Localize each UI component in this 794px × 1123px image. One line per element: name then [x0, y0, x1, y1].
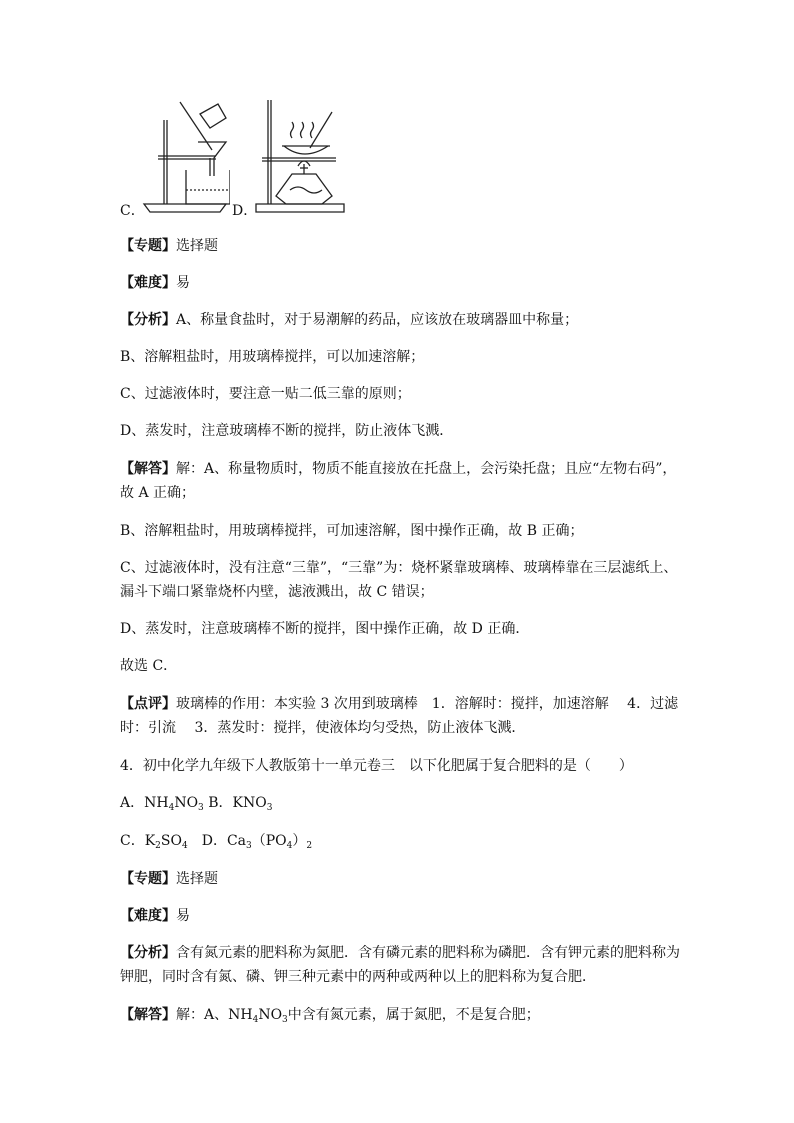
- q4-analysis-a: [120, 941, 680, 965]
- answer-text: 解：A、称量物质时，物质不能直接放在托盘上，会污染托盘；且应“左物右码”，: [176, 461, 677, 477]
- option-d-text: （PO: [251, 833, 287, 849]
- q3-answer-3b: 漏斗下端口紧靠烧杯内壁，滤液溅出，故 C 错误；: [120, 584, 434, 600]
- analysis-text: 含有氮元素的肥料称为氮肥．含有磷元素的肥料称为磷肥．含有钾元素的肥料称为: [176, 945, 680, 961]
- difficulty-value: 易: [176, 908, 190, 924]
- q4-options-ab: [120, 791, 680, 817]
- q3-answer-1a: [120, 457, 680, 481]
- q3-analysis-4: D、蒸发时，注意玻璃棒不断的搅拌，防止液体飞溅．: [120, 423, 454, 439]
- q3-comment-a: [120, 692, 680, 716]
- option-c-text: SO: [160, 833, 182, 849]
- answer-text: NO: [258, 1007, 283, 1023]
- q4-topic: [120, 867, 680, 891]
- q3-choice: 故选 C．: [120, 658, 178, 674]
- comment-tag: 【点评】: [120, 696, 176, 712]
- option-c-text: C．K: [120, 833, 156, 849]
- q4-difficulty: [120, 904, 680, 928]
- answer-tag: 【解答】: [120, 1007, 176, 1023]
- q3-analysis-2: B、溶解粗盐时，用玻璃棒搅拌，可以加速溶解；: [120, 349, 425, 365]
- option-b-text: B．KNO: [203, 795, 267, 811]
- filtration-apparatus-figure: [140, 100, 230, 215]
- evaporation-apparatus-figure: [252, 98, 348, 216]
- option-d-label: D．: [232, 203, 258, 219]
- option-a-text: A．NH: [120, 795, 169, 811]
- q3-answer-1b: 故 A 正确；: [120, 485, 196, 501]
- q3-analysis-1: [120, 308, 680, 332]
- difficulty-tag: 【难度】: [120, 275, 176, 291]
- option-c-label: C．: [120, 203, 145, 219]
- analysis-tag: 【分析】: [120, 312, 176, 328]
- q4-stem: 4．初中化学九年级下人教版第十一单元卷三 以下化肥属于复合肥料的是（ ）: [120, 758, 633, 774]
- analysis-text: A、称量食盐时，对于易潮解的药品，应该放在玻璃器皿中称量；: [176, 312, 579, 328]
- q3-answer-3a: C、过滤液体时，没有注意“三靠”，“三靠”为：烧杯紧靠玻璃棒、玻璃棒靠在三层滤纸上、: [120, 560, 678, 576]
- subscript: 4: [168, 803, 175, 813]
- subscript: 3: [266, 803, 273, 813]
- topic-value: 选择题: [176, 871, 218, 887]
- q3-answer-4: D、蒸发时，注意玻璃棒不断的搅拌，图中操作正确，故 D 正确．: [120, 621, 530, 637]
- q4-options-cd: [120, 829, 680, 855]
- q3-comment-b: 时：引流 3．蒸发时：搅拌，使液体均匀受热，防止液体飞溅．: [120, 720, 526, 736]
- option-a-text: NO: [174, 795, 199, 811]
- q3-topic: [120, 234, 680, 258]
- subscript: 4: [286, 841, 293, 851]
- topic-value: 选择题: [176, 238, 218, 254]
- topic-tag: 【专题】: [120, 871, 176, 887]
- option-d-text: ）: [292, 833, 307, 849]
- comment-text: 玻璃棒的作用：本实验 3 次用到玻璃棒 1．溶解时：搅拌，加速溶解 4．过滤: [176, 696, 679, 712]
- q3-analysis-3: C、过滤液体时，要注意一贴二低三靠的原则；: [120, 386, 411, 402]
- q3-difficulty: [120, 271, 680, 295]
- answer-tag: 【解答】: [120, 461, 176, 477]
- answer-text: 中含有氮元素，属于氮肥，不是复合肥；: [287, 1007, 540, 1023]
- subscript: 4: [252, 1015, 259, 1025]
- topic-tag: 【专题】: [120, 238, 176, 254]
- difficulty-tag: 【难度】: [120, 908, 176, 924]
- subscript: 2: [306, 841, 313, 851]
- q3-answer-2: B、溶解粗盐时，用玻璃棒搅拌，可加速溶解，图中操作正确，故 B 正确；: [120, 523, 584, 539]
- q4-answer: [120, 1003, 680, 1029]
- subscript: 4: [181, 841, 188, 851]
- answer-text: 解：A、NH: [176, 1007, 253, 1023]
- analysis-tag: 【分析】: [120, 945, 176, 961]
- subscript: 3: [246, 841, 252, 851]
- subscript: 3: [282, 1015, 288, 1025]
- difficulty-value: 易: [176, 275, 190, 291]
- subscript: 3: [198, 803, 204, 813]
- q4-analysis-b: 钾肥，同时含有氮、磷、钾三种元素中的两种或两种以上的肥料称为复合肥．: [120, 969, 596, 985]
- option-d-text: D．Ca: [187, 833, 247, 849]
- subscript: 2: [155, 841, 161, 851]
